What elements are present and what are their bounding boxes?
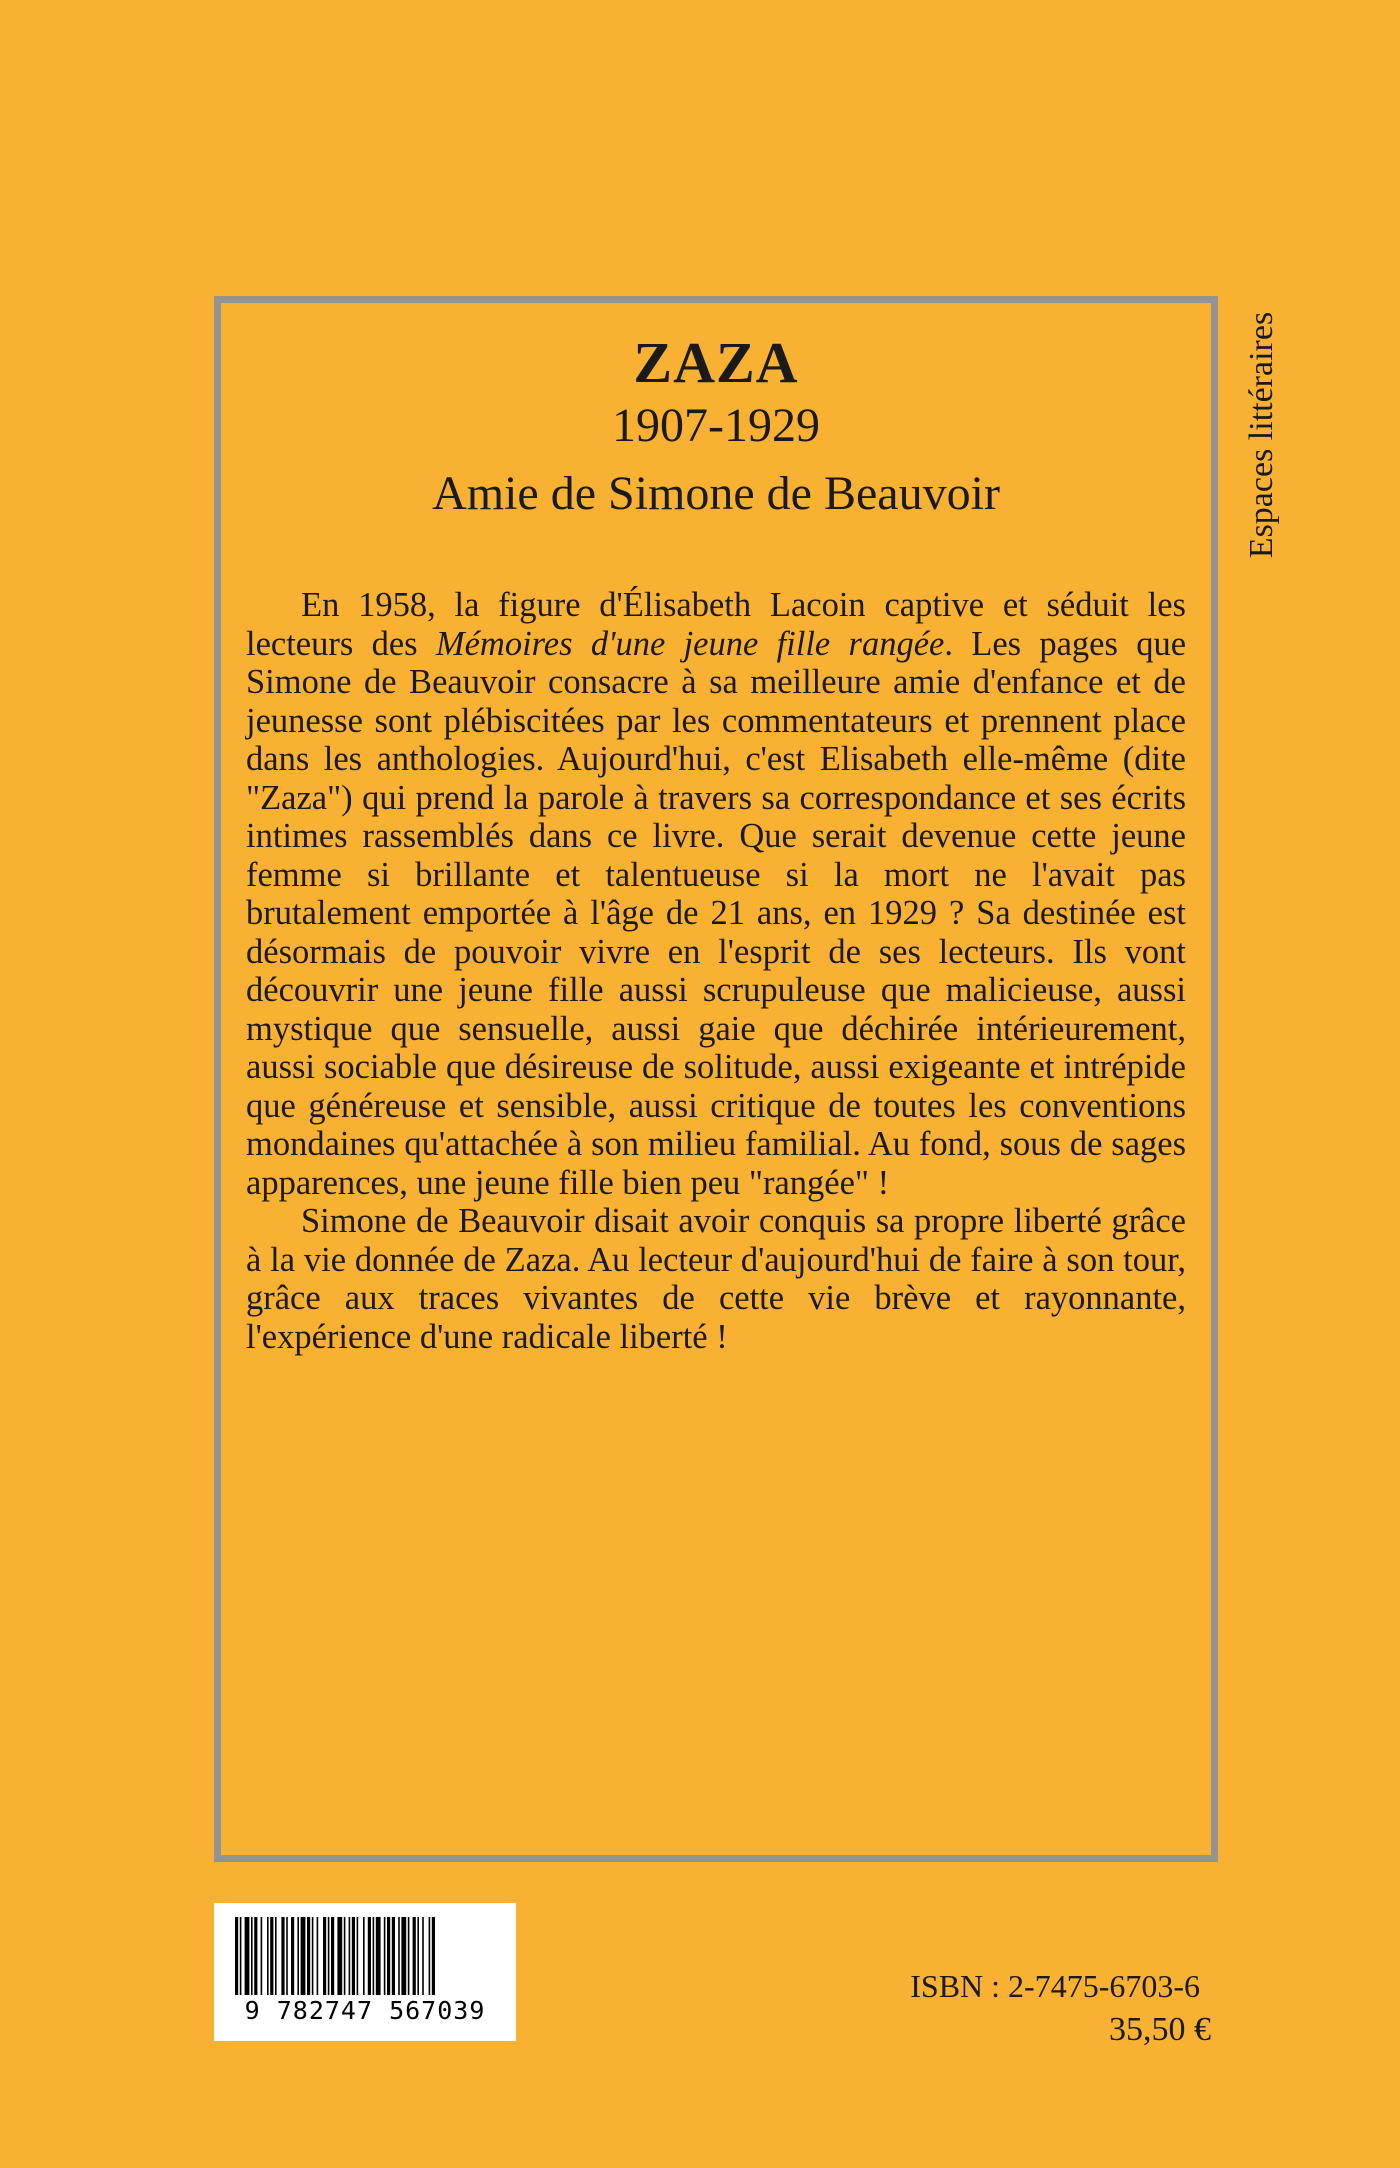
barcode-bar: [413, 1917, 416, 1995]
price: 35,50 €: [1109, 2011, 1211, 2048]
barcode-bar: [363, 1917, 365, 1995]
barcode-bar: [408, 1917, 410, 1995]
barcode-bar: [429, 1917, 431, 1995]
isbn: ISBN : 2-7475-6703-6: [910, 1968, 1200, 2004]
barcode-bar: [331, 1917, 334, 1995]
blurb-text: En 1958, la figure d'Élisabeth Lacoin captive et séduit les lecteurs des: [246, 586, 1186, 663]
book-subtitle: Amie de Simone de Beauvoir: [432, 467, 1000, 520]
barcode-bar: [317, 1917, 319, 1995]
barcode-bar: [352, 1917, 355, 1995]
barcode: [214, 1903, 516, 2041]
blurb-text: . Les pages que Simone de Beauvoir consacre à sa meilleure amie d'enfance et de jeunesse sont plébiscitées par les commentateurs et prennent place dans les anthologies. Aujourd'hui, c'est Elisabeth elle-même (dite "Zaza") qui prend la parole à travers sa correspondance et ses écrits intimes rassemblés dans ce livre. Que serait devenue cette jeune femme si brillante et talentueuse si la mort ne l'avait pas brutalement emportée à l'âge de 21 ans, en 1929 ? Sa destinée est désormais de pouvoir vivre en l'esprit de ses lecteurs. Ils vont découvrir une jeune fille aussi scrupuleuse que malicieuse, aussi mystique que sensuelle, aussi gaie que déchirée intérieurement, aussi sociable que désireuse de solitude, aussi exigeante et intrépide que généreuse et sensible, aussi critique de toutes les conventions mondaines qu'attachée à son milieu familial. Au fond, sous de sages apparences, une jeune fille bien peu "rangée" !: [246, 624, 1187, 1202]
barcode-bar: [376, 1917, 381, 1995]
blurb-paragraph-1: [246, 586, 1186, 1202]
book-title: ZAZA: [633, 330, 799, 395]
barcode-bar: [307, 1917, 310, 1995]
collection-name: [1232, 290, 1292, 580]
barcode-bar: [286, 1917, 288, 1995]
barcode-bar: [357, 1917, 359, 1995]
barcode-bar: [245, 1917, 250, 1995]
barcode-bar: [270, 1917, 273, 1995]
barcode-bar: [261, 1917, 263, 1995]
barcode-bar: [267, 1917, 269, 1995]
barcode-bar: [312, 1917, 314, 1995]
barcode-bar: [401, 1917, 406, 1995]
barcode-bar: [368, 1917, 371, 1995]
barcode-bar: [328, 1917, 330, 1995]
barcode-bar: [349, 1917, 351, 1995]
barcode-bar: [417, 1917, 419, 1995]
barcode-bar: [387, 1917, 390, 1995]
barcode-bar: [398, 1917, 400, 1995]
barcode-bar: [254, 1917, 257, 1995]
blurb: [246, 586, 1186, 1356]
barcode-bar: [251, 1917, 253, 1995]
barcode-bar: [373, 1917, 375, 1995]
barcode-bar: [422, 1917, 424, 1995]
barcode-bar: [344, 1917, 346, 1995]
book-dates: 1907-1929: [612, 399, 820, 452]
barcode-bar: [281, 1917, 284, 1995]
barcode-digits: 9 782747 567039: [244, 1996, 486, 2025]
barcode-bar: [432, 1917, 435, 1995]
barcode-bar: [235, 1917, 238, 1995]
barcode-bar: [337, 1917, 342, 1995]
blurb-paragraph-2: Simone de Beauvoir disait avoir conquis sa propre liberté grâce à la vie donnée de Zaza. Au lecteur d'aujourd'hui de faire à son tour, grâce aux traces vivantes de cette vie brève et rayonnante, l'expérience d'une radicale liberté !: [246, 1202, 1186, 1356]
barcode-bar: [323, 1917, 326, 1995]
collection-label: Espaces littéraires: [1243, 311, 1280, 559]
barcode-bar: [384, 1917, 386, 1995]
text-frame: [214, 296, 1218, 1862]
barcode-bar: [291, 1917, 294, 1995]
barcode-bars: [235, 1917, 495, 1995]
barcode-bar: [301, 1917, 306, 1995]
barcode-bar: [240, 1917, 242, 1995]
barcode-bar: [275, 1917, 277, 1995]
cited-book-title: Mémoires d'une jeune fille rangée: [435, 624, 945, 663]
barcode-bar: [297, 1917, 299, 1995]
barcode-bar: [392, 1917, 395, 1995]
